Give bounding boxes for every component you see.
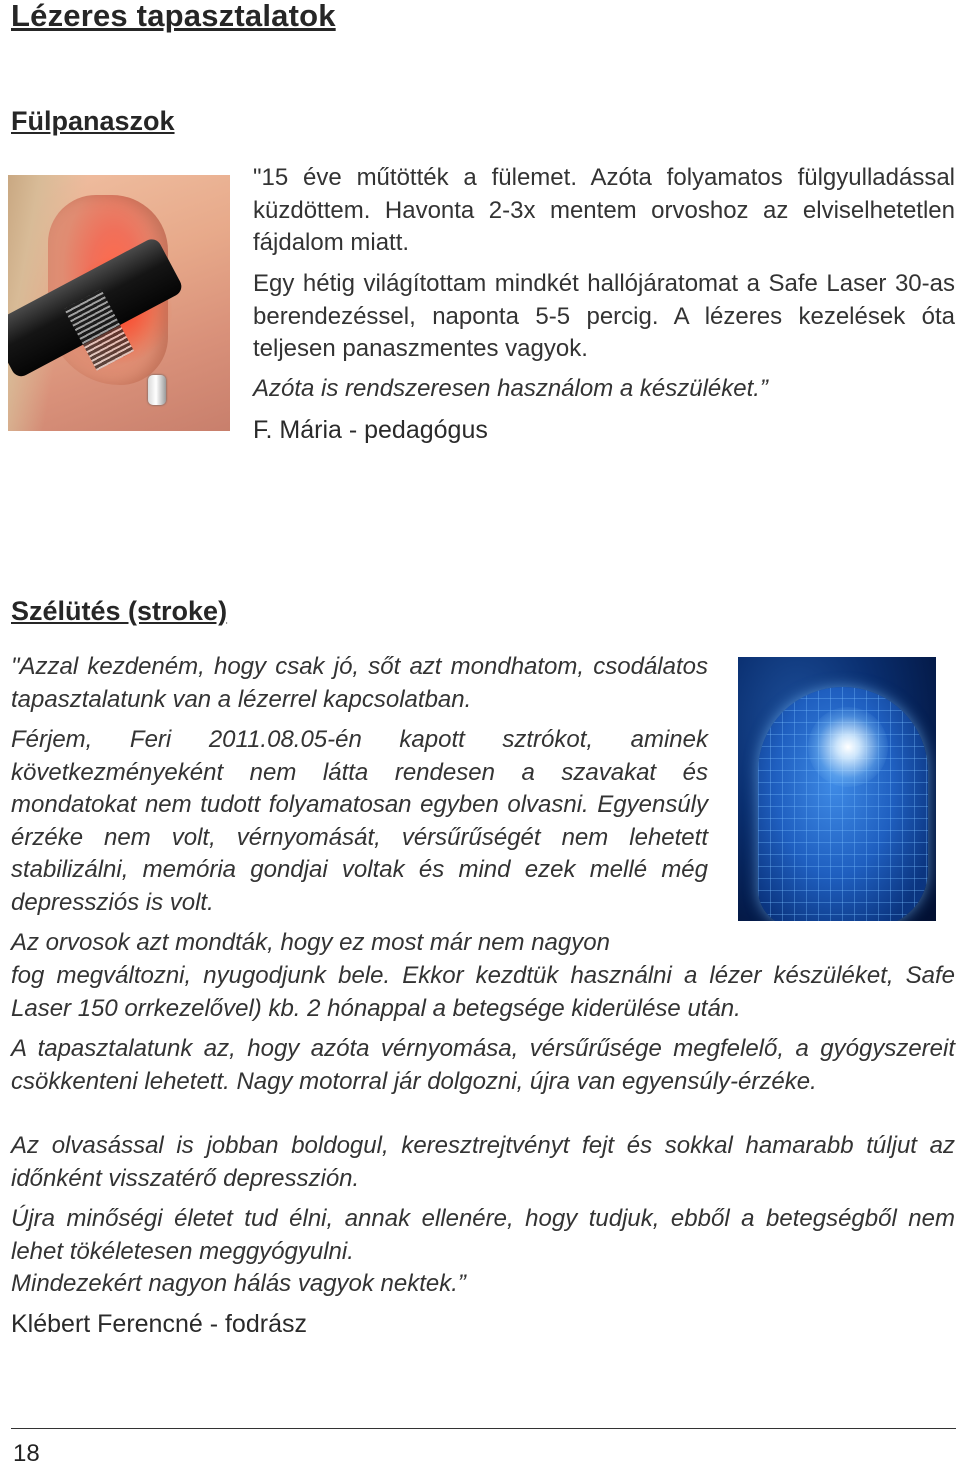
testimonial-stroke-p2: Férjem, Feri 2011.08.05-én kapott sztrókot, aminek következményeként nem látta rendesen a szavakat és mondatokat nem tudott folyamatosan egyben olvasni. Egyensúly érzéke nem volt, vérnyomását, vérsűrűségét nem lehetett stabilizálni, memória gondjai voltak és mind ezek mellé még depressziós is volt.: [11, 726, 708, 916]
testimonial-stroke-p8: Mindezekért nagyon hálás vagyok nektek.”: [11, 1270, 466, 1297]
testimonial-stroke-p3: Az orvosok azt mondták, hogy ez most már nem nagyon: [11, 929, 610, 956]
testimonial-ear-p2: Egy hétig világítottam mindkét hallójáratomat a Safe Laser 30-as berendezéssel, naponta 5-5 percig. A lézeres kezelések óta teljesen panaszmentes vagyok.: [253, 270, 955, 363]
brain-photo: [738, 657, 936, 921]
testimonial-stroke-p1: "Azzal kezdeném, hogy csak jó, sőt azt mondhatom, csodálatos tapasztalatunk van a lézerrel kapcsolatban.: [11, 653, 708, 713]
signature-ear: F. Mária - pedagógus: [253, 416, 488, 444]
page-title: Lézeres tapasztalatok: [11, 0, 336, 33]
testimonial-stroke-p7: Újra minőségi életet tud élni, annak ellenére, hogy tudjuk, ebből a betegségből nem lehet tökéletesen meggyógyulni.: [11, 1205, 955, 1265]
page-number: 18: [13, 1440, 40, 1467]
signature-stroke: Klébert Ferencné - fodrász: [11, 1310, 307, 1338]
testimonial-ear-p3: Azóta is rendszeresen használom a készüléket.”: [253, 375, 768, 402]
testimonial-stroke-p5: A tapasztalatunk az, hogy azóta vérnyomása, vérsűrűsége megfelelő, a gyógyszereit csökkenteni lehetett. Nagy motorral jár dolgozni, újra van egyensúly-érzéke.: [11, 1035, 955, 1095]
footer-divider: [11, 1428, 956, 1429]
testimonial-stroke-p6: Az olvasással is jobban boldogul, keresztrejtvényt fejt és sokkal hamarabb túljut az időnként visszatérő depresszión.: [11, 1132, 955, 1192]
section-heading-ear: Fülpanaszok: [11, 106, 175, 136]
section-heading-stroke: Szélütés (stroke): [11, 596, 228, 626]
testimonial-ear-p1: "15 éve műtötték a fülemet. Azóta folyamatos fülgyulladással küzdöttem. Havonta 2-3x mentem orvoshoz az elviselhetetlen fájdalom miatt.: [253, 164, 955, 257]
testimonial-stroke-p4: fog megváltozni, nyugodjunk bele. Ekkor kezdtük használni a lézer készüléket, Safe Laser 150 orrkezelővel) kb. 2 hónappal a betegsége kiderülése után.: [11, 962, 955, 1022]
ear-laser-photo: [8, 175, 230, 431]
